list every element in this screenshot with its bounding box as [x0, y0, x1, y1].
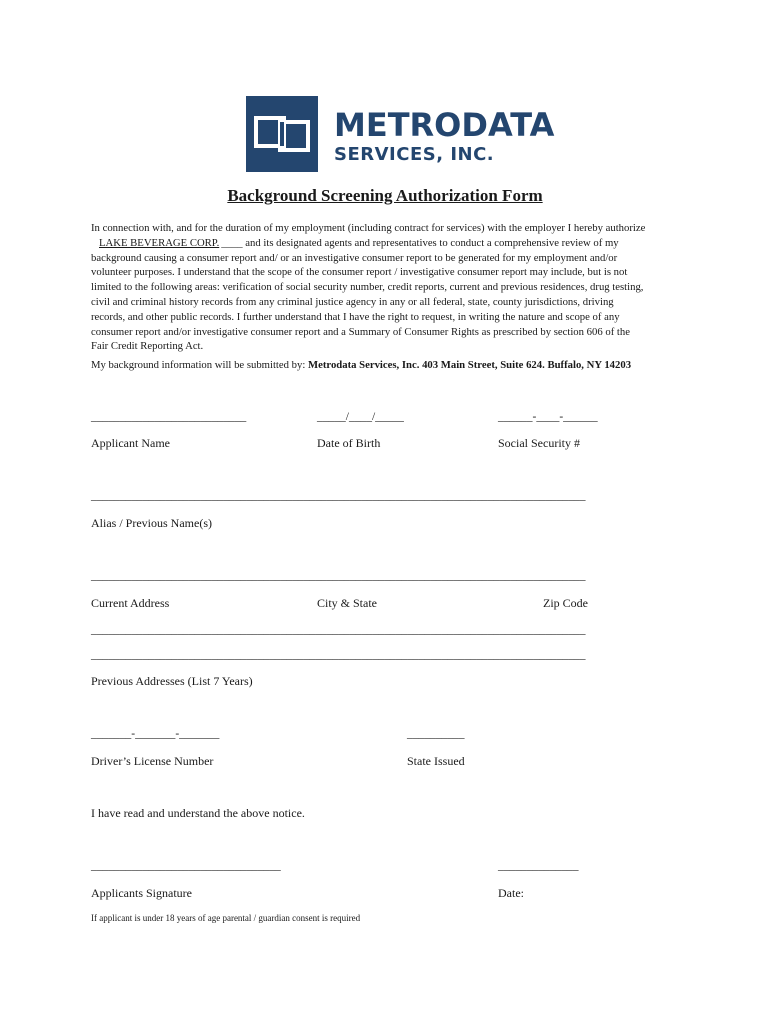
drivers-license-label: Driver’s License Number	[91, 754, 214, 768]
date-label: Date:	[498, 886, 524, 900]
city-state-label: City & State	[317, 596, 377, 610]
intro-line: Fair Credit Reporting Act.	[91, 340, 204, 353]
logo-company-subtitle: SERVICES, INC.	[334, 144, 495, 165]
signature-label: Applicants Signature	[91, 886, 192, 900]
applicant-name-label: Applicant Name	[91, 436, 170, 450]
current-address-label: Current Address	[91, 596, 170, 610]
logo-company-name: METRODATA	[334, 106, 555, 144]
date-of-birth-field[interactable]: _____/____/_____	[317, 411, 404, 423]
intro-line: In connection with, and for the duration of my employment (including contract for services) with the employer I hereby authorize	[91, 222, 646, 234]
signature-field[interactable]: _________________________________	[91, 860, 281, 872]
alias-label: Alias / Previous Name(s)	[91, 516, 212, 530]
intro-line: civil and criminal history records from any criminal justice agency in any or all federal, state, county jurisdictions, driving	[91, 295, 614, 308]
intro-line: records, and other public records. I further understand that I have the right to request, in writing the nature and scope of any	[91, 310, 620, 323]
submission-prefix: My background information will be submitted by:	[91, 359, 306, 371]
guardian-consent-note: If applicant is under 18 years of age parental / guardian consent is required	[91, 913, 361, 923]
date-of-birth-label: Date of Birth	[317, 436, 381, 450]
submission-address: Metrodata Services, Inc. 403 Main Street, Suite 624. Buffalo, NY 14203	[308, 359, 632, 371]
employer-name: LAKE BEVERAGE CORP.	[99, 236, 220, 249]
zip-code-label: Zip Code	[543, 596, 588, 610]
logo-mark-icon	[246, 96, 318, 172]
alias-field[interactable]: ______________________________________________________________________________________	[91, 490, 586, 502]
metrodata-logo	[246, 96, 555, 176]
state-issued-label: State Issued	[407, 754, 465, 768]
intro-line: background causing a consumer report and/ or an investigative consumer report to be generated for my employment and/or	[91, 251, 618, 264]
date-field[interactable]: ______________	[498, 860, 579, 872]
intro-line-text: and its designated agents and representatives to conduct a comprehensive review of my	[245, 236, 619, 249]
submission-statement	[91, 359, 631, 371]
social-security-label: Social Security #	[498, 436, 580, 450]
state-issued-field[interactable]: __________	[407, 728, 465, 740]
applicant-name-field[interactable]: ___________________________	[91, 411, 247, 423]
previous-address-field-2[interactable]: ______________________________________________________________________________________	[91, 649, 586, 661]
intro-line: volunteer purposes. I understand that the scope of the consumer report / investigative consumer report may include, but is not	[91, 266, 628, 279]
form-title: Background Screening Authorization Form	[227, 186, 543, 205]
intro-line: limited to the following areas: verification of social security number, credit reports, current and previous residences, drug testing,	[91, 281, 644, 294]
previous-addresses-label: Previous Addresses (List 7 Years)	[91, 674, 253, 688]
drivers-license-field[interactable]: _______-_______-_______	[91, 728, 220, 740]
intro-line: LAKE BEVERAGE CORP. ____ and its designated agents and representatives to conduct a comprehensive review of my	[91, 236, 691, 251]
intro-line: consumer report and/or investigative consumer report and a Summary of Consumer Rights as prescribed by section 606 of the	[91, 325, 630, 338]
social-security-field[interactable]: ______-____-______	[498, 411, 598, 423]
current-address-field[interactable]: ______________________________________________________________________________________	[91, 570, 586, 582]
authorization-paragraph	[91, 221, 691, 354]
acknowledgement-text: I have read and understand the above notice.	[91, 806, 305, 820]
previous-address-field-1[interactable]: ______________________________________________________________________________________	[91, 624, 586, 636]
